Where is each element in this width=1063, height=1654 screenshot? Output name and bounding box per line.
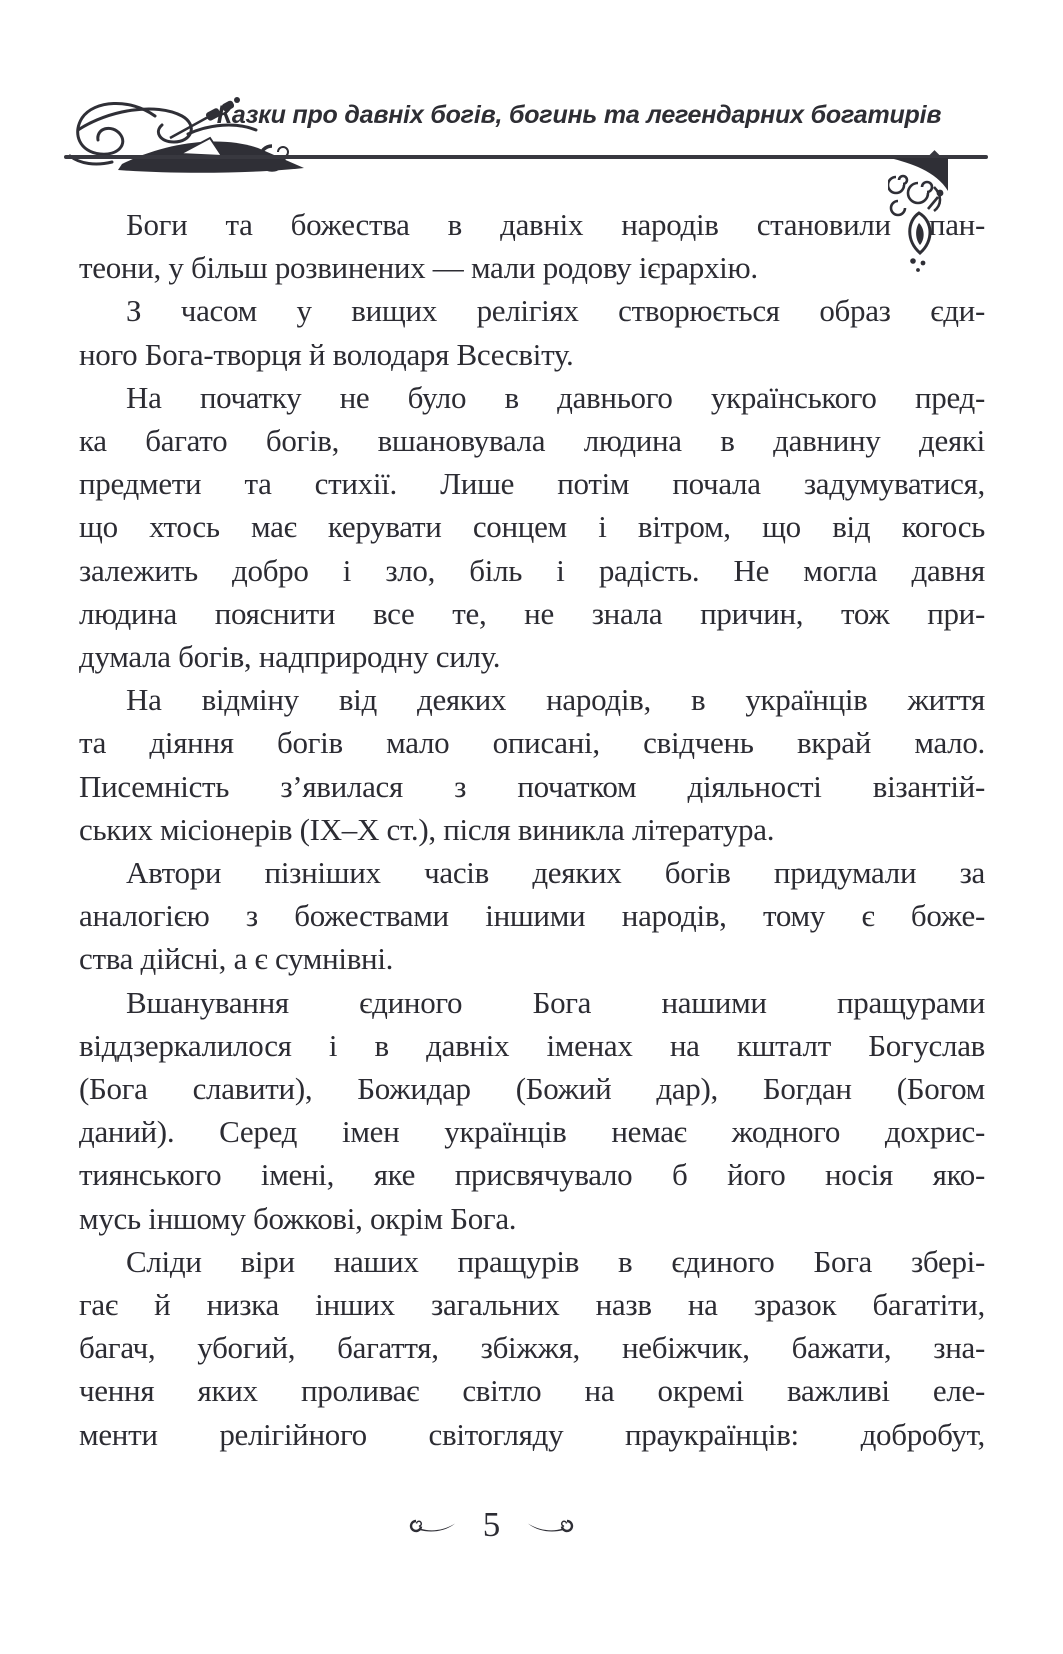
text-line: думала богів, надприродну силу. [79, 639, 501, 675]
paragraph [79, 678, 985, 851]
page-number: 5 [482, 1504, 501, 1544]
running-title: Казки про давніх богів, богинь та легендарних богатирів [216, 101, 942, 129]
swash-spiral-right-icon [526, 1516, 576, 1533]
text-line: гає й низка інших загальних назв на зразок багатіти, [79, 1287, 985, 1323]
paragraph [79, 1240, 985, 1456]
text-line: Сліди віри наших пращурів в єдиного Бога збері- [126, 1243, 985, 1279]
header-rule [64, 155, 988, 159]
text-line: аналогією з божествами іншими народів, тому є боже- [79, 898, 985, 934]
text-line: мусь іншому божкові, окрім Бога. [79, 1200, 517, 1236]
text-line: та діяння богів мало описані, свідчень вкрай мало. [79, 725, 985, 761]
text-line: залежить добро і зло, біль і радість. Не могла давня [79, 552, 985, 588]
text-line: тиянського імені, яке присвячувало б його носія яко- [79, 1157, 985, 1193]
text-line: предмети та стихії. Лише потім почала задумуватися, [79, 466, 985, 502]
swash-spiral-left-icon [407, 1516, 457, 1533]
paragraph [79, 981, 985, 1240]
text-line: чення яких проливає світло на окремі важливі еле- [79, 1373, 985, 1409]
text-line: З часом у вищих релігіях створюється образ єди- [126, 293, 985, 329]
text-line: багач, убогий, багаття, збіжжя, небіжчик, бажати, зна- [79, 1330, 985, 1366]
text-line: Автори пізніших часів деяких богів придумали за [126, 855, 985, 891]
text-line: Вшанування єдиного Бога нашими пращурами [126, 984, 985, 1020]
paragraph [79, 376, 985, 678]
text-line: даний). Серед імен українців немає жодного дохрис- [79, 1114, 985, 1150]
text-line: На початку не було в давнього українського пред- [126, 379, 985, 415]
text-line: (Бога славити), Божидар (Божий дар), Богдан (Богом [79, 1071, 985, 1107]
text-line: менти релігійного світогляду праукраїнців: добробут, [79, 1416, 985, 1452]
text-line: ських місіонерів (IX–X ст.), після виникла література. [79, 811, 775, 847]
text-line: ства дійсні, а є сумнівні. [79, 941, 394, 977]
text-line: ного Бога-творця й володаря Всесвіту. [79, 336, 574, 372]
text-line: Писемність з’явилася з початком діяльності візантій- [79, 768, 985, 804]
text-line: теони, у більш розвинених — мали родову ієрархію. [79, 250, 758, 286]
paragraph [79, 851, 985, 981]
page-footer [0, 1494, 1023, 1554]
paragraph [79, 289, 985, 375]
text-line: На відміну від деяких народів, в українців життя [126, 682, 985, 718]
text-line: Боги та божества в давніх народів становили пан- [126, 207, 985, 242]
text-line: віддзеркалилося і в давніх іменах на кшталт Богуслав [79, 1027, 985, 1063]
text-line: ка багато богів, вшановувала людина в давнину деякі [79, 423, 985, 459]
paragraph [79, 203, 985, 289]
text-line: людина пояснити все те, не знала причин, тож при- [79, 595, 985, 631]
text-block [79, 203, 985, 1456]
text-line: що хтось має керувати сонцем і вітром, що від когось [79, 509, 985, 545]
